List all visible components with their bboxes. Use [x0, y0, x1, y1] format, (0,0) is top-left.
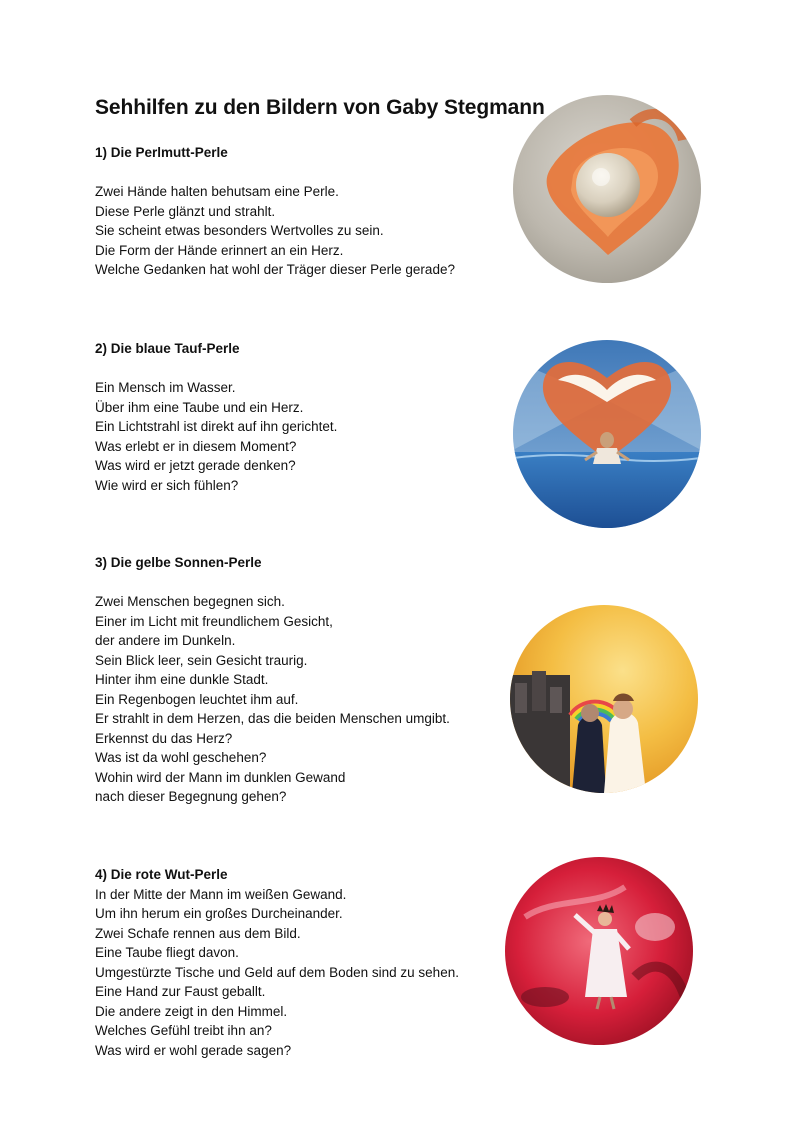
section-heading: 1) Die Perlmutt-Perle	[95, 145, 228, 160]
text-line: Welches Gefühl treibt ihn an?	[95, 1023, 272, 1038]
text-line: Die Form der Hände erinnert an ein Herz.	[95, 242, 344, 258]
text-line: Was wird er wohl gerade sagen?	[95, 1042, 292, 1058]
text-line: Hinter ihm eine dunkle Stadt.	[95, 672, 269, 687]
text-line: Zwei Hände halten behutsam eine Perle.	[95, 184, 339, 199]
text-line: Was erlebt er in diesem Moment?	[95, 438, 297, 454]
text-line: Umgestürzte Tische und Geld auf dem Boden sind zu sehen.	[95, 964, 459, 980]
text-line: Sein Blick leer, sein Gesicht traurig.	[95, 652, 308, 668]
text-line: Die andere zeigt in den Himmel.	[95, 1003, 288, 1019]
sun-painting	[510, 605, 698, 793]
text-line: Um ihn herum ein großes Durcheinander.	[95, 906, 343, 921]
mother-of-pearl-painting	[513, 95, 701, 283]
page-title: Sehhilfen zu den Bildern von Gaby Stegmann	[95, 96, 545, 119]
text-line: Über ihm eine Taube und ein Herz.	[95, 399, 304, 415]
section-heading: 4) Die rote Wut-Perle	[95, 867, 228, 882]
section-text	[95, 182, 455, 280]
section-sonnen	[95, 553, 450, 807]
text-line: Sie scheint etwas besonders Wertvolles zu sein.	[95, 223, 384, 238]
baptism-painting	[513, 340, 701, 528]
text-line: Zwei Menschen begegnen sich.	[95, 594, 285, 609]
text-line: Wohin wird der Mann im dunklen Gewand	[95, 769, 346, 785]
section-heading: 3) Die gelbe Sonnen-Perle	[95, 555, 262, 570]
text-line: Welche Gedanken hat wohl der Träger dieser Perle gerade?	[95, 262, 455, 277]
anger-painting	[505, 857, 693, 1045]
text-line: nach dieser Begegnung gehen?	[95, 789, 287, 804]
text-line: Eine Hand zur Faust geballt.	[95, 984, 266, 999]
section-heading: 2) Die blaue Tauf-Perle	[95, 341, 240, 356]
text-line: der andere im Dunkeln.	[95, 633, 236, 648]
text-line: Er strahlt in dem Herzen, das die beiden Menschen umgibt.	[95, 711, 450, 726]
text-line: Zwei Schafe rennen aus dem Bild.	[95, 925, 301, 941]
text-line: In der Mitte der Mann im weißen Gewand.	[95, 886, 347, 902]
text-line: Ein Mensch im Wasser.	[95, 380, 236, 395]
text-line: Wie wird er sich fühlen?	[95, 477, 239, 493]
text-line: Was ist da wohl geschehen?	[95, 750, 267, 765]
section-text	[95, 885, 459, 1061]
section-text	[95, 592, 450, 807]
section-wut	[95, 865, 459, 1060]
section-perlmutt	[95, 143, 455, 280]
text-line: Was wird er jetzt gerade denken?	[95, 458, 296, 473]
text-line: Eine Taube fliegt davon.	[95, 945, 239, 960]
section-text	[95, 378, 337, 495]
text-line: Ein Regenbogen leuchtet ihm auf.	[95, 691, 299, 707]
text-line: Diese Perle glänzt und strahlt.	[95, 203, 276, 219]
text-line: Einer im Licht mit freundlichem Gesicht,	[95, 613, 333, 629]
text-line: Erkennst du das Herz?	[95, 730, 233, 746]
section-tauf	[95, 339, 337, 495]
text-line: Ein Lichtstrahl ist direkt auf ihn gerichtet.	[95, 419, 338, 434]
